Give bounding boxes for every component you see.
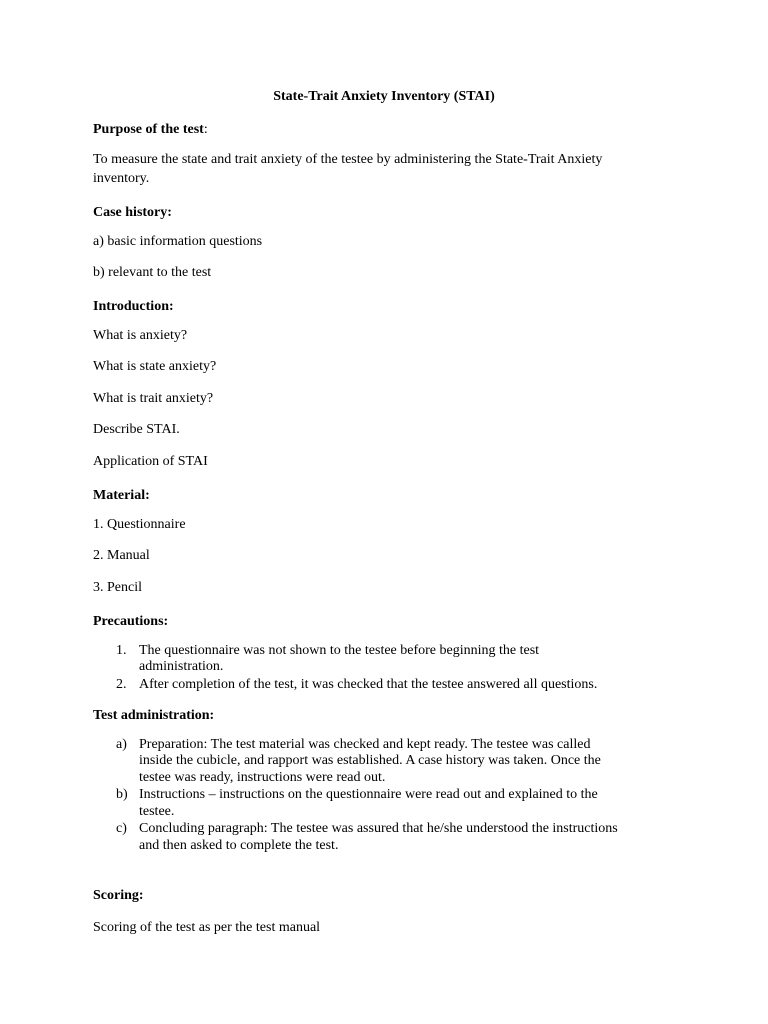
scoring-text: Scoring of the test as per the test manual: [93, 920, 321, 935]
material-item: 1. Questionnaire: [93, 517, 186, 532]
administration-item-line: testee.: [139, 804, 175, 819]
document-title: State-Trait Anxiety Inventory (STAI): [273, 89, 495, 104]
introduction-item: What is trait anxiety?: [93, 391, 214, 406]
purpose-heading-line: [93, 122, 208, 138]
purpose-text-line-2: inventory.: [93, 171, 150, 186]
material-item: 2. Manual: [93, 548, 150, 563]
introduction-item: What is state anxiety?: [93, 359, 217, 374]
case-history-item: a) basic information questions: [93, 234, 263, 249]
material-item: 3. Pencil: [93, 580, 142, 595]
precautions-heading: Precautions:: [93, 614, 169, 629]
purpose-text-line-1: To measure the state and trait anxiety of the testee by administering the State-Trait Anxiety: [93, 152, 603, 167]
precaution-item-line: After completion of the test, it was checked that the testee answered all questions.: [139, 677, 598, 692]
case-history-item: b) relevant to the test: [93, 265, 212, 280]
purpose-heading-colon: :: [203, 122, 208, 137]
list-marker: c): [116, 821, 127, 836]
list-marker: a): [116, 737, 127, 752]
precaution-item-line: The questionnaire was not shown to the testee before beginning the test: [139, 643, 540, 658]
list-marker: 1.: [116, 643, 127, 658]
administration-item-line: Preparation: The test material was checked and kept ready. The testee was called: [139, 737, 591, 752]
introduction-heading: Introduction:: [93, 299, 174, 314]
introduction-item: Application of STAI: [93, 454, 208, 469]
administration-item-line: inside the cubicle, and rapport was established. A case history was taken. Once the: [139, 753, 601, 768]
administration-item-line: Instructions – instructions on the questionnaire were read out and explained to the: [139, 787, 598, 802]
list-marker: 2.: [116, 677, 127, 692]
precaution-item-line: administration.: [139, 659, 224, 674]
list-marker: b): [116, 787, 128, 802]
administration-item-line: testee was ready, instructions were read out.: [139, 770, 386, 785]
administration-item-line: and then asked to complete the test.: [139, 838, 339, 853]
case-history-heading: Case history:: [93, 205, 172, 220]
introduction-item: What is anxiety?: [93, 328, 188, 343]
administration-item-line: Concluding paragraph: The testee was assured that he/she understood the instructions: [139, 821, 618, 836]
material-heading: Material:: [93, 488, 150, 503]
scoring-heading: Scoring:: [93, 888, 144, 903]
purpose-heading: Purpose of the test: [93, 122, 204, 137]
introduction-item: Describe STAI.: [93, 422, 180, 437]
test-administration-heading: Test administration:: [93, 708, 215, 723]
